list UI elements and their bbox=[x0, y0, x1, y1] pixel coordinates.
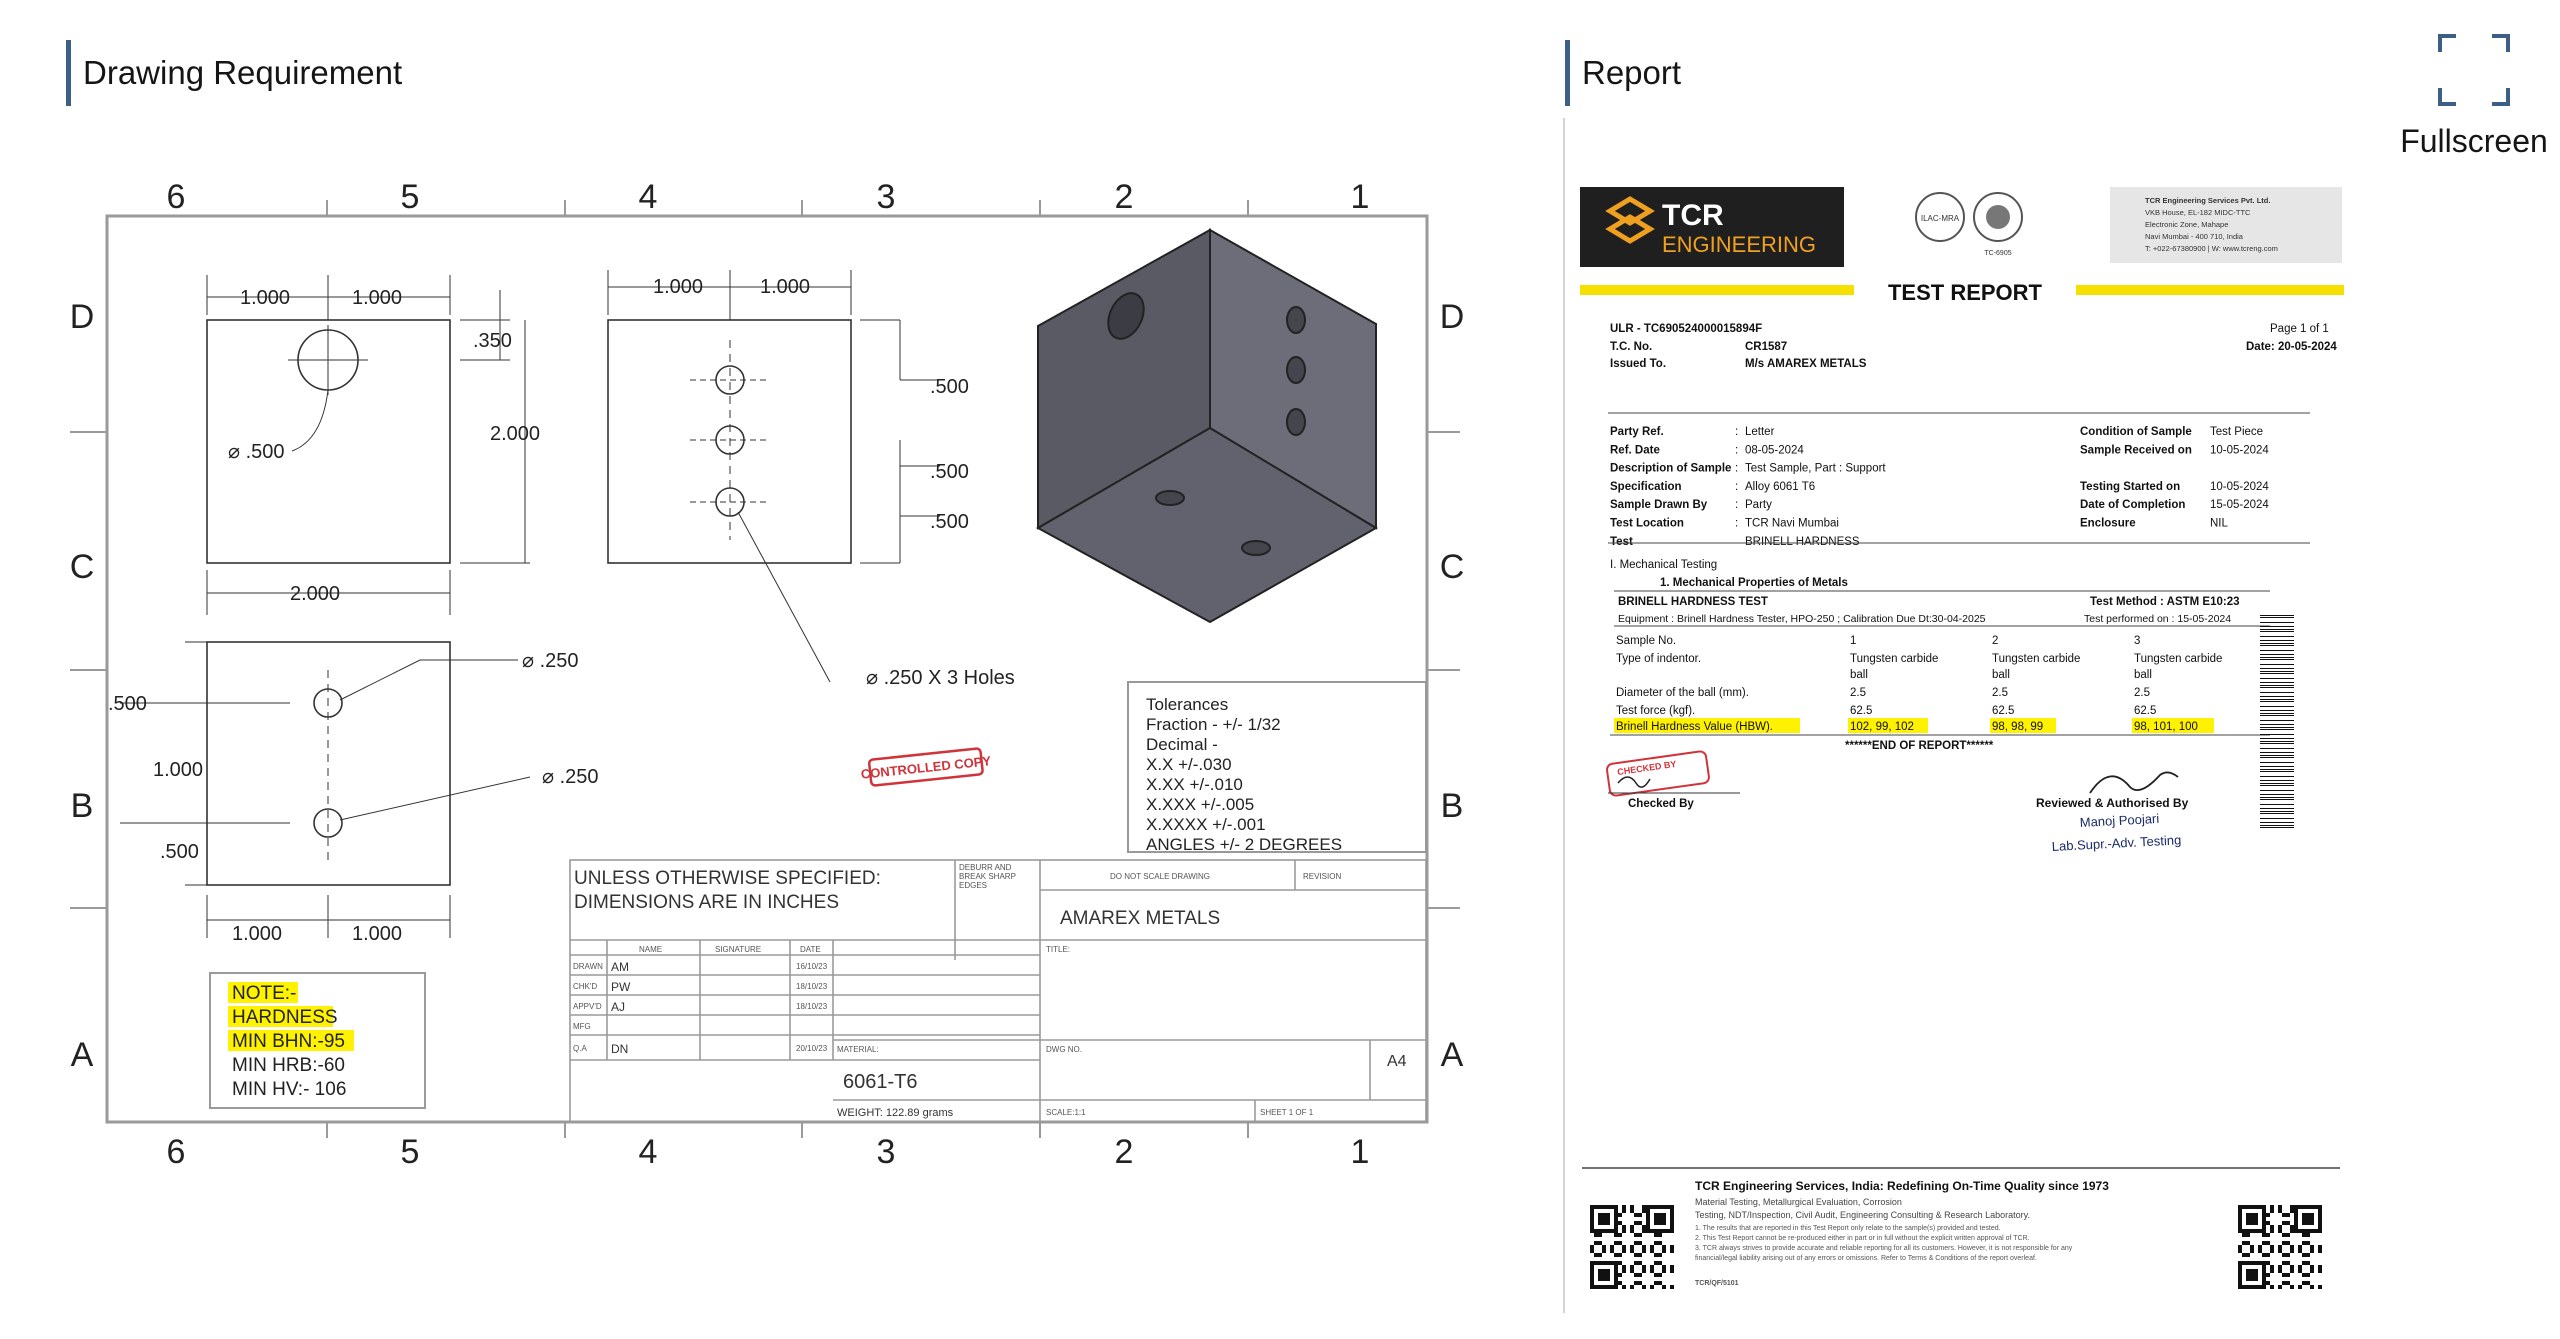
field-value-left-1: 08-05-2024 bbox=[1745, 444, 1804, 457]
footer-line-5: financial/legal liability arising out of any errors or omissions. Refer to Terms & Conditions of the report overleaf. bbox=[1695, 1255, 2037, 1262]
tb-deburr-2: BREAK SHARP bbox=[959, 872, 1016, 881]
tb-name-2: AJ bbox=[611, 1000, 626, 1014]
row-label-a: A bbox=[70, 1036, 94, 1074]
tc-no-label: T.C. No. bbox=[1610, 341, 1653, 353]
tb-name-1: PW bbox=[611, 980, 631, 994]
checked-by-label: Checked By bbox=[1628, 798, 1694, 810]
tb-title-lbl: TITLE: bbox=[1046, 945, 1071, 954]
stamp-text: CONTROLLED COPY bbox=[860, 753, 992, 782]
report-date: Date: 20-05-2024 bbox=[2246, 341, 2337, 353]
tb-date-0: 16/10/23 bbox=[796, 962, 828, 971]
equipment: Equipment : Brinell Hardness Tester, HPO-250 ; Calibration Due Dt:30-04-2025 bbox=[1618, 613, 1986, 625]
field-colon-left-4: : bbox=[1735, 499, 1739, 512]
form-no: TCR/QF/5101 bbox=[1695, 1280, 1739, 1287]
reviewer-signature bbox=[2090, 772, 2178, 793]
engineering-drawing bbox=[60, 160, 1480, 1180]
addr-2: Electronic Zone, Mahape bbox=[2145, 220, 2229, 229]
footer-line-1: Testing, NDT/Inspection, Civil Audit, Engineering Consulting & Research Laboratory. bbox=[1695, 1210, 2031, 1220]
note-line-3: MIN HRB:-60 bbox=[232, 1055, 345, 1076]
cert-label-ilac: ILAC-MRA bbox=[1920, 214, 1960, 223]
field-label-left-5: Test Location bbox=[1610, 517, 1684, 530]
row-label-b-right: B bbox=[1440, 787, 1464, 825]
test-row-1-col-2: Tungsten carbide bbox=[1992, 653, 2081, 665]
test-row-1-col-0: Type of indentor. bbox=[1616, 653, 1702, 665]
dim-500-e: .500 bbox=[160, 841, 199, 863]
tb-date-1: 18/10/23 bbox=[796, 982, 828, 991]
reviewed-label: Reviewed & Authorised By bbox=[2036, 796, 2189, 810]
addr-4: T: +022-67380900 | W: www.tcreng.com bbox=[2145, 244, 2278, 253]
nabl-mark-center bbox=[1986, 205, 2010, 229]
dim-dia-250-x3: ⌀ .250 X 3 Holes bbox=[866, 667, 1015, 689]
col-label-2-bottom: 2 bbox=[1114, 1133, 1134, 1171]
field-colon-left-5: : bbox=[1735, 517, 1739, 530]
col-label-6-bottom: 6 bbox=[166, 1133, 186, 1171]
tb-unless-1: UNLESS OTHERWISE SPECIFIED: bbox=[574, 868, 881, 889]
tb-name-4: DN bbox=[611, 1042, 629, 1056]
tb-company: AMAREX METALS bbox=[1060, 908, 1221, 929]
test-row-0-col-3: 3 bbox=[2134, 635, 2141, 647]
field-label-right-1: Sample Received on bbox=[2080, 444, 2192, 457]
tc-no: CR1587 bbox=[1745, 341, 1788, 353]
tb-size: A4 bbox=[1387, 1053, 1407, 1070]
barcode bbox=[2260, 615, 2294, 828]
test-performed: Test performed on : 15-05-2024 bbox=[2084, 613, 2232, 625]
field-colon-left-3: : bbox=[1735, 480, 1739, 493]
dim-1000-e: 1.000 bbox=[153, 759, 204, 781]
tb-material: 6061-T6 bbox=[843, 1071, 918, 1093]
signer-name: Manoj Poojari bbox=[2079, 810, 2160, 830]
cert-label-tc: TC-6905 bbox=[1984, 250, 2012, 257]
test-method: Test Method : ASTM E10:23 bbox=[2090, 596, 2240, 608]
dim-500-a: .500 bbox=[930, 376, 969, 398]
test-row-1-col-3-b: ball bbox=[2134, 669, 2152, 681]
section-heading: I. Mechanical Testing bbox=[1610, 559, 1718, 571]
tb-material-lbl: MATERIAL: bbox=[837, 1045, 879, 1054]
row-label-d: D bbox=[69, 298, 95, 336]
tb-role-0: DRAWN bbox=[573, 962, 603, 971]
drawing-requirement-title: Drawing Requirement bbox=[66, 40, 402, 106]
row-label-c: C bbox=[69, 548, 95, 586]
col-label-1-bottom: 1 bbox=[1350, 1133, 1370, 1171]
report-heading: TEST REPORT bbox=[1887, 280, 2043, 305]
col-label-6: 6 bbox=[166, 178, 186, 216]
dim-dia-250-a: ⌀ .250 bbox=[522, 650, 579, 672]
field-label-left-0: Party Ref. bbox=[1610, 426, 1664, 438]
checked-by-stamp bbox=[1606, 751, 1709, 797]
tb-hdr-signature: SIGNATURE bbox=[715, 945, 762, 954]
row-label-b: B bbox=[70, 787, 94, 825]
tb-role-4: Q.A bbox=[573, 1044, 587, 1053]
field-value-right-3: 10-05-2024 bbox=[2210, 480, 2269, 493]
tol-1: Fraction - +/- 1/32 bbox=[1146, 715, 1281, 734]
report-title: Report bbox=[1565, 40, 1681, 106]
dim-1000-g: 1.000 bbox=[352, 923, 403, 945]
test-row-3-col-1: 62.5 bbox=[1850, 705, 1873, 717]
footer-line-3: 2. This Test Report cannot be re-produced either in part or in full without the explicit written approval of TCR. bbox=[1695, 1235, 2030, 1242]
tb-revision: REVISION bbox=[1303, 872, 1342, 881]
checked-stamp-text: CHECKED BY bbox=[1616, 758, 1678, 778]
fullscreen-label: Fullscreen bbox=[2400, 123, 2548, 159]
tb-no-scale: DO NOT SCALE DRAWING bbox=[1110, 872, 1211, 881]
tb-dwg-no: DWG NO. bbox=[1046, 1045, 1082, 1054]
issued-to: M/s AMAREX METALS bbox=[1745, 358, 1867, 370]
dim-2000-vertical: 2.000 bbox=[490, 423, 541, 445]
panel-divider bbox=[1563, 118, 1565, 1313]
field-colon-left-1: : bbox=[1735, 444, 1739, 457]
dim-1000-f: 1.000 bbox=[232, 923, 283, 945]
tb-date-2: 18/10/23 bbox=[796, 1002, 828, 1011]
field-value-right-1: 10-05-2024 bbox=[2210, 444, 2269, 457]
result-sample-2: 98, 98, 99 bbox=[1992, 721, 2044, 733]
page-of: Page 1 of 1 bbox=[2270, 323, 2329, 335]
dim-dia-250-b: ⌀ .250 bbox=[542, 766, 599, 788]
footer-line-0: Material Testing, Metallurgical Evaluation, Corrosion bbox=[1695, 1197, 1902, 1207]
footer-title: TCR Engineering Services, India: Redefining On-Time Quality since 1973 bbox=[1695, 1179, 2109, 1193]
col-label-2: 2 bbox=[1114, 178, 1134, 216]
field-value-left-2: Test Sample, Part : Support bbox=[1745, 462, 1886, 475]
field-colon-left-2: : bbox=[1735, 462, 1739, 475]
test-row-3-col-0: Test force (kgf). bbox=[1616, 705, 1696, 717]
dim-500-b: .500 bbox=[930, 461, 969, 483]
tb-date-4: 20/10/23 bbox=[796, 1044, 828, 1053]
signer-title: Lab.Supr.-Adv. Testing bbox=[2051, 832, 2182, 854]
test-report-document bbox=[1570, 175, 2370, 1305]
test-row-1-col-2-b: ball bbox=[1992, 669, 2010, 681]
col-label-4: 4 bbox=[638, 178, 658, 216]
result-label: Brinell Hardness Value (HBW). bbox=[1616, 721, 1774, 733]
tol-3: X.X +/-.030 bbox=[1146, 755, 1232, 774]
tol-2: Decimal - bbox=[1146, 735, 1218, 754]
field-value-left-6: BRINELL HARDNESS bbox=[1745, 535, 1860, 548]
tb-deburr-3: EDGES bbox=[959, 881, 988, 890]
test-row-1-col-1-b: ball bbox=[1850, 669, 1868, 681]
note-line-0: NOTE:- bbox=[232, 983, 297, 1004]
tol-0: Tolerances bbox=[1146, 695, 1229, 714]
field-label-right-0: Condition of Sample bbox=[2080, 426, 2192, 438]
dim-350: .350 bbox=[473, 330, 512, 352]
logo-text: TCR bbox=[1662, 199, 1724, 232]
test-row-0-col-2: 2 bbox=[1992, 635, 1999, 647]
test-row-2-col-0: Diameter of the ball (mm). bbox=[1616, 687, 1749, 699]
tol-4: X.XX +/-.010 bbox=[1146, 775, 1243, 794]
dim-500-d: .500 bbox=[108, 693, 147, 715]
tol-7: ANGLES +/- 2 DEGREES bbox=[1146, 835, 1343, 854]
test-row-2-col-1: 2.5 bbox=[1850, 687, 1866, 699]
tb-deburr-1: DEBURR AND bbox=[959, 863, 1012, 872]
tb-hdr-name: NAME bbox=[639, 945, 663, 954]
result-sample-3: 98, 101, 100 bbox=[2134, 721, 2198, 733]
field-value-right-0: Test Piece bbox=[2210, 426, 2264, 438]
field-label-left-2: Description of Sample bbox=[1610, 462, 1732, 475]
bottom-view bbox=[207, 642, 450, 885]
col-label-4-bottom: 4 bbox=[638, 1133, 658, 1171]
tb-sheet: SHEET 1 OF 1 bbox=[1260, 1108, 1314, 1117]
tol-5: X.XXX +/-.005 bbox=[1146, 795, 1255, 814]
result-sample-1: 102, 99, 102 bbox=[1850, 721, 1914, 733]
dim-1000-c: 1.000 bbox=[653, 276, 704, 298]
field-label-right-4: Date of Completion bbox=[2080, 499, 2186, 512]
ulr: ULR - TC690524000015894F bbox=[1610, 323, 1763, 335]
field-value-left-0: Letter bbox=[1745, 426, 1775, 438]
field-label-left-1: Ref. Date bbox=[1610, 444, 1660, 457]
test-row-2-col-3: 2.5 bbox=[2134, 687, 2150, 699]
footer-line-4: 3. TCR always strives to provide accurate and reliable reporting for all its customers. However, it is not responsible for any bbox=[1695, 1245, 2073, 1252]
field-label-right-3: Testing Started on bbox=[2080, 480, 2181, 493]
footer-line-2: 1. The results that are reported in this Test Report only relate to the sample(s) provided and tested. bbox=[1695, 1225, 2001, 1232]
col-label-5-bottom: 5 bbox=[400, 1133, 420, 1171]
field-label-left-3: Specification bbox=[1610, 480, 1682, 493]
field-label-right-5: Enclosure bbox=[2080, 517, 2136, 530]
dim-1000-d: 1.000 bbox=[760, 276, 811, 298]
dim-1000-b: 1.000 bbox=[352, 287, 403, 309]
field-value-right-5: NIL bbox=[2210, 517, 2228, 530]
addr-0: TCR Engineering Services Pvt. Ltd. bbox=[2145, 196, 2271, 205]
field-label-left-6: Test bbox=[1610, 535, 1633, 548]
addr-1: VKB House, EL-182 MIDC-TTC bbox=[2145, 208, 2251, 217]
test-row-1-col-3: Tungsten carbide bbox=[2134, 653, 2223, 665]
tol-6: X.XXXX +/-.001 bbox=[1146, 815, 1266, 834]
title-bar-left bbox=[1580, 285, 1854, 295]
fullscreen-icon bbox=[2434, 30, 2514, 110]
controlled-copy-stamp bbox=[860, 747, 993, 787]
field-label-left-4: Sample Drawn By bbox=[1610, 499, 1708, 512]
dim-dia-500: ⌀ .500 bbox=[228, 441, 285, 463]
note-line-4: MIN HV:- 106 bbox=[232, 1079, 347, 1100]
test-row-3-col-2: 62.5 bbox=[1992, 705, 2015, 717]
row-label-c-right: C bbox=[1439, 548, 1465, 586]
dim-1000-a: 1.000 bbox=[240, 287, 291, 309]
logo-sub: ENGINEERING bbox=[1662, 232, 1817, 257]
field-value-left-3: Alloy 6061 T6 bbox=[1745, 480, 1816, 493]
row-label-d-right: D bbox=[1439, 298, 1465, 336]
tb-name-0: AM bbox=[611, 960, 629, 974]
note-line-2: MIN BHN:-95 bbox=[232, 1031, 345, 1052]
tb-weight: WEIGHT: 122.89 grams bbox=[837, 1107, 954, 1119]
field-value-right-4: 15-05-2024 bbox=[2210, 499, 2269, 512]
dim-2000-horizontal: 2.000 bbox=[290, 583, 341, 605]
tb-scale: SCALE:1:1 bbox=[1046, 1108, 1086, 1117]
row-label-a-right: A bbox=[1440, 1036, 1464, 1074]
field-value-left-5: TCR Navi Mumbai bbox=[1745, 517, 1839, 530]
test-row-0-col-0: Sample No. bbox=[1616, 635, 1677, 647]
test-name: BRINELL HARDNESS TEST bbox=[1618, 596, 1768, 608]
title-bar-right bbox=[2076, 285, 2344, 295]
qr-code-right bbox=[2238, 1205, 2322, 1289]
end-of-report: ******END OF REPORT****** bbox=[1845, 740, 1994, 752]
test-row-1-col-1: Tungsten carbide bbox=[1850, 653, 1939, 665]
test-row-3-col-3: 62.5 bbox=[2134, 705, 2157, 717]
field-colon-left-0: : bbox=[1735, 426, 1739, 438]
note-line-1: HARDNESS bbox=[232, 1007, 338, 1028]
fullscreen-button[interactable] bbox=[2394, 30, 2554, 160]
subsection-heading: 1. Mechanical Properties of Metals bbox=[1660, 577, 1848, 589]
issued-label: Issued To. bbox=[1610, 358, 1667, 370]
test-row-0-col-1: 1 bbox=[1850, 635, 1857, 647]
tb-unless-2: DIMENSIONS ARE IN INCHES bbox=[574, 892, 839, 913]
tb-role-2: APPV'D bbox=[573, 1002, 602, 1011]
test-row-2-col-2: 2.5 bbox=[1992, 687, 2008, 699]
col-label-1: 1 bbox=[1350, 178, 1370, 216]
isometric-cube bbox=[1038, 230, 1376, 622]
checker-signature bbox=[1618, 777, 1650, 787]
qr-code-left bbox=[1590, 1205, 1674, 1289]
col-label-3-bottom: 3 bbox=[876, 1133, 896, 1171]
col-label-5: 5 bbox=[400, 178, 420, 216]
tb-role-1: CHK'D bbox=[573, 982, 598, 991]
dim-500-c: .500 bbox=[930, 511, 969, 533]
field-value-left-4: Party bbox=[1745, 499, 1772, 512]
addr-3: Navi Mumbai - 400 710, India bbox=[2145, 232, 2243, 241]
tb-hdr-date: DATE bbox=[800, 945, 821, 954]
col-label-3: 3 bbox=[876, 178, 896, 216]
tb-role-3: MFG bbox=[573, 1022, 591, 1031]
